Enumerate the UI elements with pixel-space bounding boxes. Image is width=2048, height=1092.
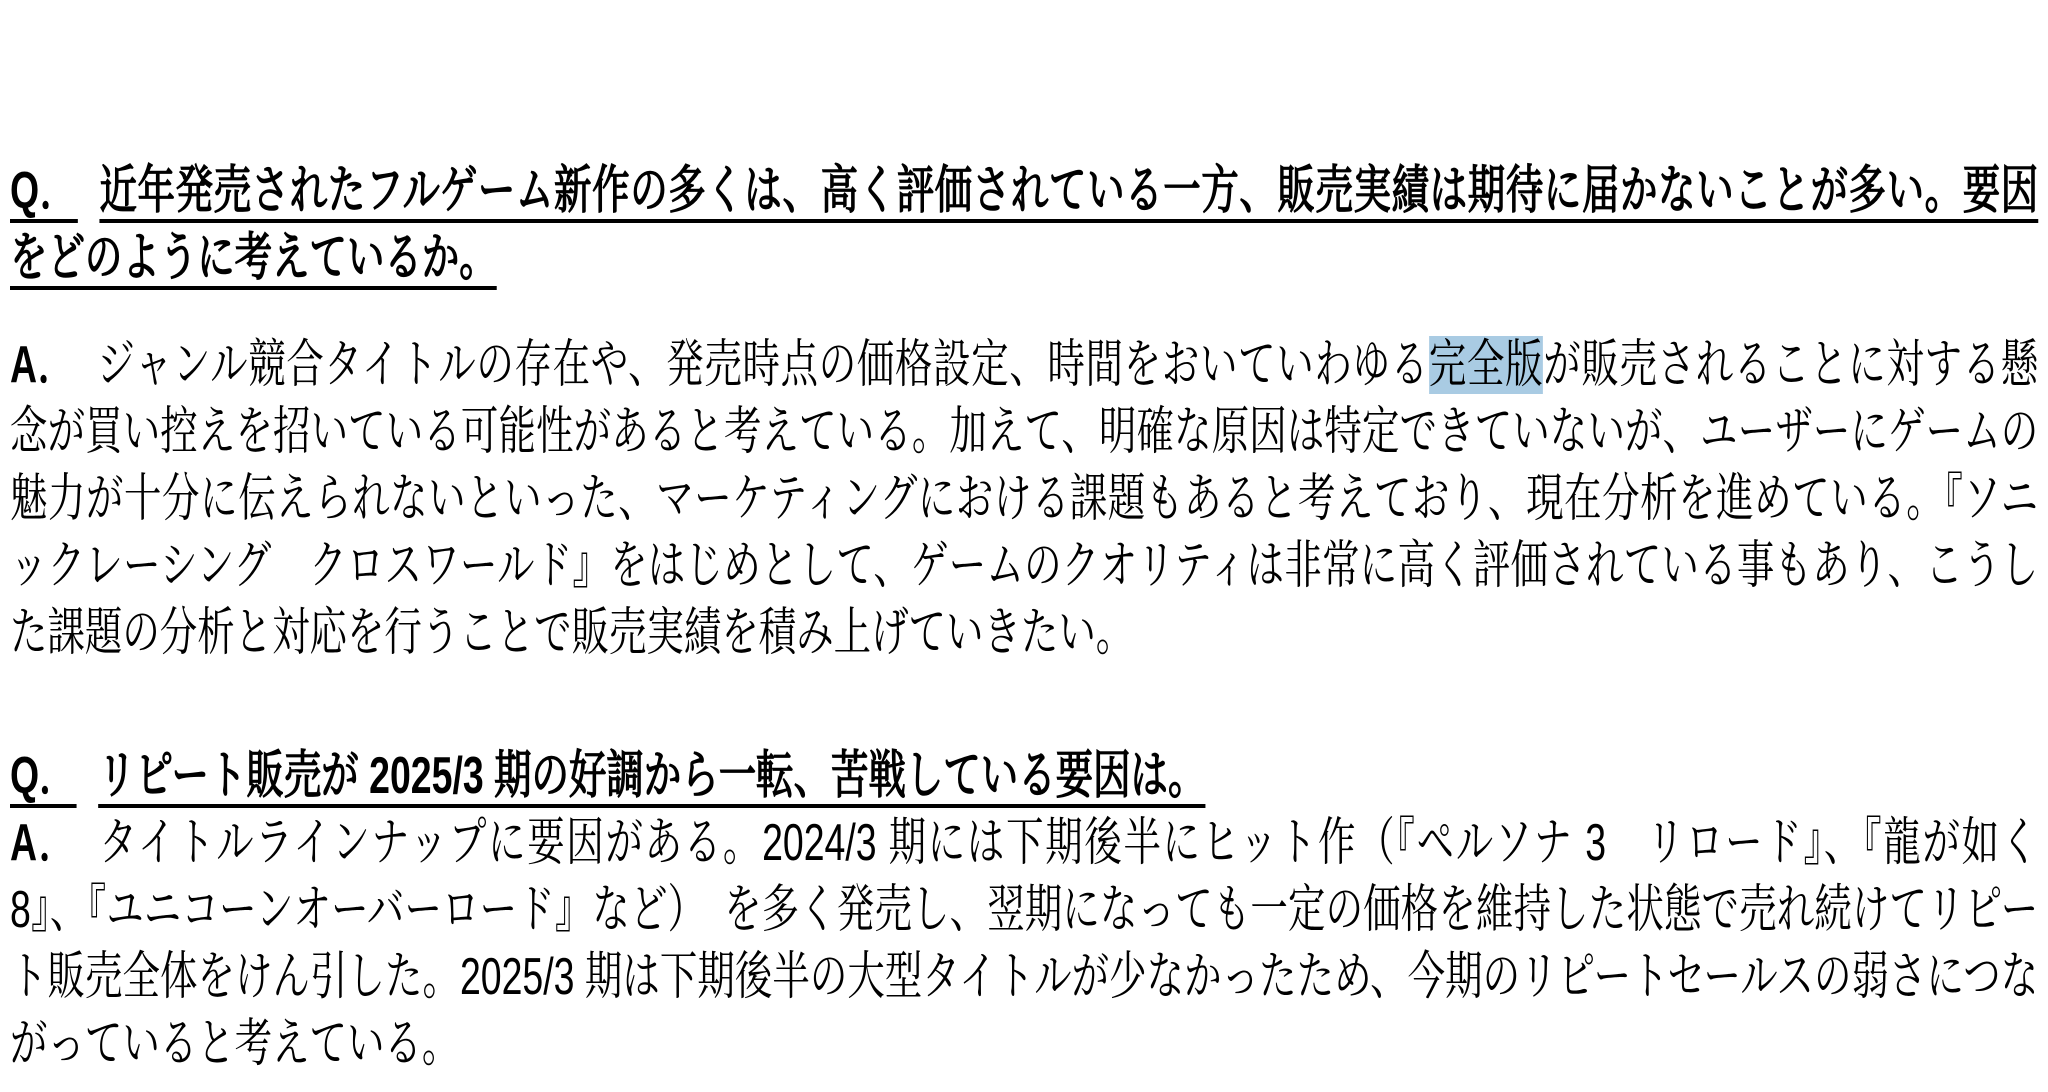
highlight-kanzenban: 完全版 xyxy=(1428,336,1544,394)
question-1-label: Q． xyxy=(10,162,78,220)
question-1-text: 近年発売されたフルゲーム新作の多くは、高く評価されている一方、販売実績は期待に届かないことが多い。要因をどのように考えているか。 xyxy=(10,162,2039,287)
answer-1-text-post: が販売されることに対する懸念が買い控えを招いている可能性があると考えている。加えて、明確な原因は特定できていないが、ユーザーにゲームの魅力が十分に伝えられないといった、マーケティングにおける課題もあると考えており、現在分析を進めている。『ソニックレーシング クロスワールド』をはじめとして、ゲームのクオリティは非常に高く評価されている事もあり、こうした課題の分析と対応を行うことで販売実績を積み上げていきたい。 xyxy=(10,336,2039,662)
question-2-text: リピート販売が 2025/3 期の好調から一転、苦戦している要因は。 xyxy=(98,747,1206,805)
answer-1-label: A． xyxy=(10,336,76,394)
answer-2 xyxy=(10,810,2038,1078)
answer-2-label: A． xyxy=(10,814,78,872)
question-1 xyxy=(10,158,2038,292)
answer-2-text: タイトルラインナップに要因がある。2024/3 期には下期後半にヒット作（『ペルソナ 3 リロード』、『龍が如く 8』、『ユニコーンオーバーロード』など） を多く発売し、翌期になっても一定の価格を維持した状態で売れ続けてリピート販売全体をけん引した。2025/3 期は下期後半の大型タイトルが少なかったため、今期のリピートセールスの弱さにつながっていると考えている。 xyxy=(10,814,2039,1073)
question-2 xyxy=(10,743,2038,810)
question-2-label: Q． xyxy=(10,747,77,805)
qa-document-body xyxy=(10,158,2038,1078)
answer-1 xyxy=(10,332,2038,667)
answer-1-text-pre: ジャンル競合タイトルの存在や、発売時点の価格設定、時間をおいていわゆる xyxy=(97,336,1429,394)
